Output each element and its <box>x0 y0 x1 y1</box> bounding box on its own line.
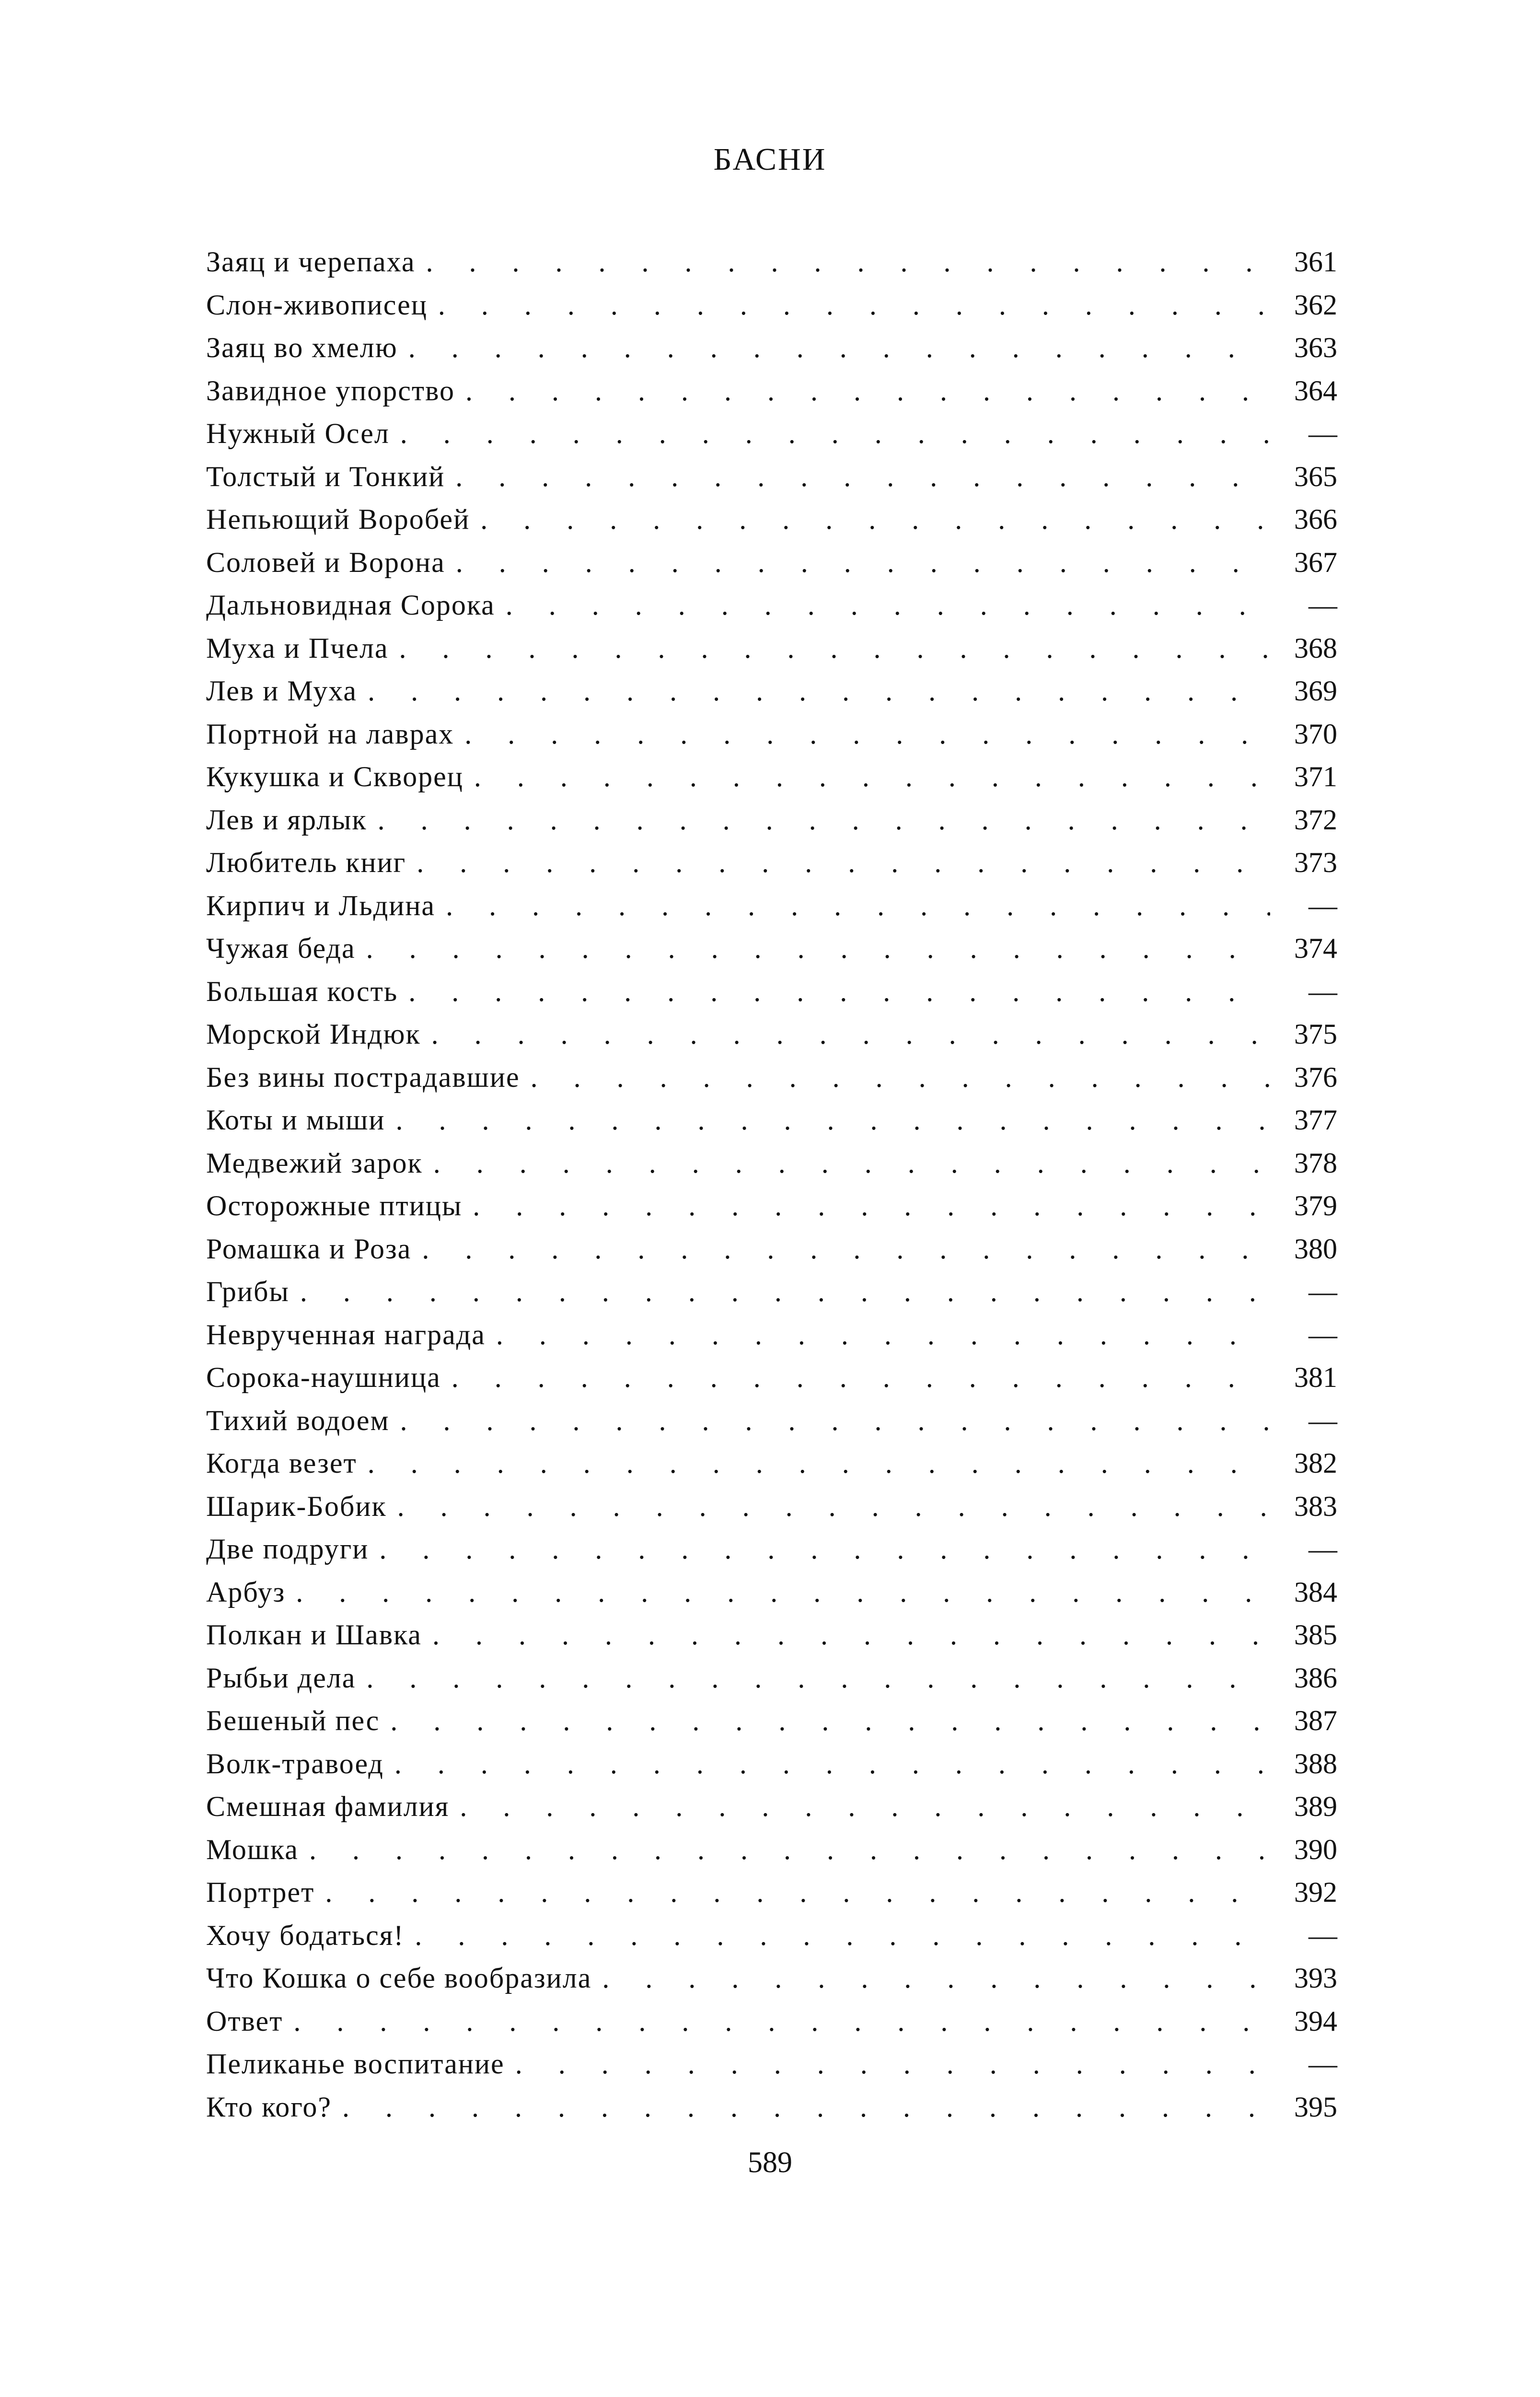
toc-entry <box>206 373 1337 417</box>
toc-entry-title: Дальновидная Сорока <box>206 589 495 621</box>
toc-entry-title: Бешеный пес <box>206 1705 380 1736</box>
dot-leader <box>367 803 1270 837</box>
toc-entry-page: 375 <box>1294 1018 1337 1050</box>
toc-entry <box>206 1403 1337 1446</box>
dot-leader <box>454 717 1270 751</box>
dot-leader <box>332 2090 1270 2124</box>
toc-entry-title: Арбуз <box>206 1576 286 1608</box>
dot-leader <box>385 1103 1270 1137</box>
toc-entry-title: Любитель книг <box>206 847 406 878</box>
toc-entry <box>206 2004 1337 2047</box>
toc-entry <box>206 288 1337 331</box>
toc-entry <box>206 1661 1337 1704</box>
toc-entry-page: 369 <box>1294 675 1337 707</box>
toc-entry <box>206 974 1337 1017</box>
toc-entry <box>206 244 1337 288</box>
toc-entry <box>206 545 1337 588</box>
dot-leader <box>435 888 1270 923</box>
toc-entry-page: — <box>1308 975 1337 1007</box>
toc-entry <box>206 502 1337 545</box>
toc-entry-page: — <box>1308 2048 1337 2080</box>
dot-leader <box>387 1489 1270 1524</box>
dot-leader <box>357 1446 1270 1480</box>
toc-entry-title: Хочу бодаться! <box>206 1919 405 1951</box>
toc-entry <box>206 888 1337 931</box>
toc-entry-page: 374 <box>1294 932 1337 964</box>
toc-entry-title: Морской Индюк <box>206 1018 421 1050</box>
toc-entry-page: 365 <box>1294 460 1337 492</box>
toc-entry <box>206 2090 1337 2133</box>
dot-leader <box>470 502 1270 536</box>
toc-entry-page: 368 <box>1294 632 1337 664</box>
toc-entry-page: 393 <box>1294 1962 1337 1994</box>
toc-entry-title: Кто кого? <box>206 2091 332 2123</box>
toc-entry-title: Чужая беда <box>206 932 356 964</box>
toc-entry-title: Лев и ярлык <box>206 803 367 836</box>
toc-entry-title: Тихий водоем <box>206 1404 390 1436</box>
dot-leader <box>505 2047 1270 2081</box>
toc-entry-title: Грибы <box>206 1276 289 1307</box>
toc-entry-title: Неврученная награда <box>206 1318 486 1350</box>
toc-entry <box>206 2047 1337 2090</box>
toc-entry <box>206 1060 1337 1103</box>
toc-entry-page: — <box>1308 1919 1337 1951</box>
dot-leader <box>406 845 1270 880</box>
toc-entry-page: 376 <box>1294 1061 1337 1093</box>
toc-entry-page: 384 <box>1294 1576 1337 1608</box>
toc-entry-page: 366 <box>1294 503 1337 535</box>
toc-entry <box>206 759 1337 803</box>
dot-leader <box>299 1832 1270 1867</box>
dot-leader <box>398 330 1270 365</box>
dot-leader <box>445 459 1270 494</box>
toc-entry-page: 373 <box>1294 847 1337 878</box>
toc-entry-title: Заяц и черепаха <box>206 246 416 278</box>
toc-entry-title: Волк-травоед <box>206 1747 384 1780</box>
toc-entry-page: 371 <box>1294 761 1337 792</box>
toc-entry-title: Смешная фамилия <box>206 1791 450 1822</box>
dot-leader <box>421 1017 1270 1051</box>
dot-leader <box>591 1961 1270 1995</box>
dot-leader <box>428 288 1270 322</box>
toc-entry-page: 394 <box>1294 2005 1337 2037</box>
toc-entry-title: Лев и Муха <box>206 675 358 707</box>
toc-entry-title: Что Кошка о себе вообразила <box>206 1962 592 1994</box>
dot-leader <box>398 974 1270 1009</box>
toc-entry-title: Коты и мыши <box>206 1104 385 1136</box>
toc-entry-title: Непьющий Воробей <box>206 503 470 535</box>
dot-leader <box>390 1403 1270 1438</box>
toc-entry-title: Рыбьи дела <box>206 1662 356 1694</box>
toc-entry-title: Ромашка и Роза <box>206 1233 412 1265</box>
dot-leader <box>314 1875 1270 1909</box>
dot-leader <box>411 1232 1270 1266</box>
dot-leader <box>285 1575 1270 1609</box>
toc-entry-page: 364 <box>1294 374 1337 407</box>
dot-leader <box>404 1918 1270 1953</box>
toc-entry-page: 361 <box>1294 246 1337 278</box>
toc-entry-page: 390 <box>1294 1833 1337 1865</box>
toc-entry-page: 378 <box>1294 1147 1337 1179</box>
dot-leader <box>495 588 1270 622</box>
toc-entry <box>206 1918 1337 1961</box>
toc-entry-title: Ответ <box>206 2005 283 2037</box>
toc-entry-page: 377 <box>1294 1104 1337 1136</box>
toc-entry-title: Нужный Осел <box>206 418 390 449</box>
dot-leader <box>463 759 1270 794</box>
dot-leader <box>369 1532 1270 1566</box>
toc-entry-page: — <box>1308 1276 1337 1307</box>
toc-entry <box>206 1274 1337 1317</box>
toc-entry <box>206 588 1337 631</box>
toc-entry <box>206 330 1337 373</box>
toc-entry-page: 363 <box>1294 332 1337 363</box>
dot-leader <box>455 373 1270 408</box>
dot-leader <box>356 931 1270 966</box>
toc-entry <box>206 1232 1337 1275</box>
toc-entry-title: Муха и Пчела <box>206 632 389 664</box>
toc-entry-page: 387 <box>1294 1705 1337 1736</box>
toc-entry-page: 370 <box>1294 718 1337 750</box>
toc-entry-title: Портной на лаврах <box>206 718 454 750</box>
toc-entry-title: Сорока-наушница <box>206 1361 441 1393</box>
section-title: БАСНИ <box>713 142 827 177</box>
toc-entry <box>206 1017 1337 1060</box>
toc-entry <box>206 416 1337 459</box>
toc-entry-title: Портрет <box>206 1876 315 1908</box>
toc-entry <box>206 1789 1337 1832</box>
toc-entry-page: 362 <box>1294 289 1337 321</box>
dot-leader <box>289 1274 1270 1309</box>
toc-entry <box>206 1746 1337 1790</box>
toc-entry-page: 381 <box>1294 1361 1337 1393</box>
toc-entry-page: 392 <box>1294 1876 1337 1908</box>
toc-entry-title: Заяц во хмелю <box>206 332 398 363</box>
toc-entry-title: Осторожные птицы <box>206 1190 463 1222</box>
toc-entry <box>206 674 1337 717</box>
toc-entry-title: Без вины пострадавшие <box>206 1061 520 1093</box>
dot-leader <box>356 1661 1270 1695</box>
toc-entry-page: — <box>1308 889 1337 921</box>
toc-entry-title: Шарик-Бобик <box>206 1490 387 1522</box>
toc-entry-title: Толстый и Тонкий <box>206 460 445 492</box>
dot-leader <box>422 1617 1270 1652</box>
toc-entry-title: Когда везет <box>206 1447 357 1479</box>
dot-leader <box>389 631 1270 665</box>
toc-entry <box>206 631 1337 674</box>
dot-leader <box>486 1317 1270 1352</box>
toc-entry <box>206 1703 1337 1746</box>
toc-entry-page: 382 <box>1294 1447 1337 1479</box>
toc-entry <box>206 1875 1337 1918</box>
dot-leader <box>462 1188 1270 1223</box>
toc-entry-page: 386 <box>1294 1662 1337 1694</box>
toc-entry <box>206 1360 1337 1403</box>
toc-entry-page: 380 <box>1294 1233 1337 1265</box>
table-of-contents <box>206 244 1337 2132</box>
toc-entry-page: — <box>1308 589 1337 621</box>
dot-leader <box>449 1789 1270 1824</box>
toc-entry-page: 389 <box>1294 1791 1337 1822</box>
toc-entry-title: Полкан и Шавка <box>206 1619 422 1651</box>
toc-entry <box>206 1188 1337 1232</box>
toc-entry <box>206 931 1337 974</box>
dot-leader <box>390 416 1270 451</box>
toc-entry-title: Соловей и Ворона <box>206 546 445 578</box>
toc-entry-title: Большая кость <box>206 975 398 1007</box>
dot-leader <box>380 1703 1270 1738</box>
toc-entry <box>206 803 1337 846</box>
toc-entry-title: Медвежий зарок <box>206 1147 423 1179</box>
toc-entry-title: Пеликанье воспитание <box>206 2048 505 2080</box>
toc-entry-page: 372 <box>1294 803 1337 836</box>
toc-entry-page: 388 <box>1294 1747 1337 1780</box>
toc-entry-page: — <box>1308 418 1337 449</box>
toc-entry-title: Завидное упорство <box>206 374 455 407</box>
toc-entry <box>206 1832 1337 1875</box>
toc-entry-page: — <box>1308 1318 1337 1350</box>
toc-entry-title: Слон-живописец <box>206 289 428 321</box>
toc-entry <box>206 845 1337 888</box>
toc-entry-title: Мошка <box>206 1833 299 1865</box>
toc-entry <box>206 1146 1337 1189</box>
toc-entry-page: 367 <box>1294 546 1337 578</box>
toc-entry-page: — <box>1308 1404 1337 1436</box>
toc-entry <box>206 1532 1337 1575</box>
dot-leader <box>445 545 1270 580</box>
toc-entry <box>206 1575 1337 1618</box>
dot-leader <box>520 1060 1270 1094</box>
toc-entry-title: Кукушка и Скворец <box>206 761 463 792</box>
toc-entry-page: — <box>1308 1533 1337 1565</box>
toc-entry-page: 395 <box>1294 2091 1337 2123</box>
toc-entry <box>206 717 1337 760</box>
toc-entry-page: 379 <box>1294 1190 1337 1222</box>
toc-entry-page: 383 <box>1294 1490 1337 1522</box>
page-number: 589 <box>748 2146 792 2179</box>
toc-entry <box>206 1446 1337 1489</box>
dot-leader <box>357 674 1270 708</box>
dot-leader <box>416 244 1270 279</box>
toc-entry <box>206 1317 1337 1361</box>
toc-entry-title: Две подруги <box>206 1533 369 1565</box>
toc-entry <box>206 1961 1337 2004</box>
toc-entry-title: Кирпич и Льдина <box>206 889 436 921</box>
toc-entry-page: 385 <box>1294 1619 1337 1651</box>
dot-leader <box>423 1146 1270 1180</box>
toc-entry <box>206 1489 1337 1532</box>
dot-leader <box>283 2004 1270 2038</box>
toc-entry <box>206 459 1337 502</box>
toc-entry <box>206 1103 1337 1146</box>
dot-leader <box>441 1360 1270 1395</box>
dot-leader <box>384 1746 1270 1781</box>
toc-entry <box>206 1617 1337 1661</box>
